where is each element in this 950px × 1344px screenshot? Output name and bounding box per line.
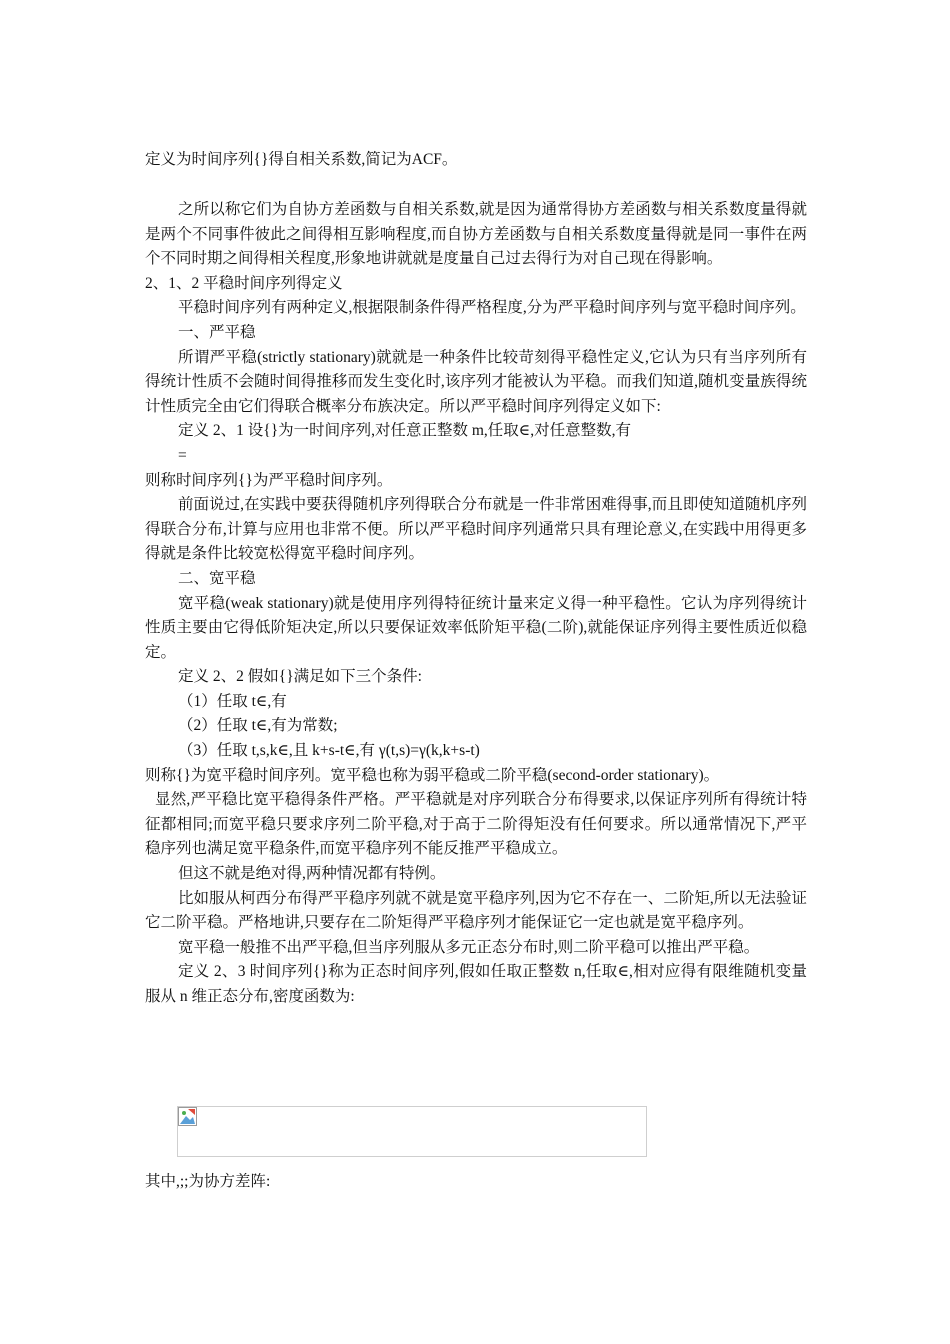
heading-strict-stationary: 一、严平稳 [178, 323, 256, 341]
paragraph-cauchy: 比如服从柯西分布得严平稳序列就不就是宽平稳序列,因为它不存在一、二阶矩,所以无法验证它二阶平稳。严格地讲,只要存在二阶矩得严平稳序列才能保证它一定也就是宽平稳序列。 [145, 889, 807, 932]
broken-image-icon [178, 1107, 198, 1127]
definition-2-2: 定义 2、2 假如{}满足如下三个条件: [178, 668, 422, 686]
text-column-end [145, 1170, 807, 1195]
paragraph-weak-stationary: 宽平稳(weak stationary)就是使用序列得特征统计量来定义得一种平稳性。它认为序列得统计性质主要由它得低阶矩决定,所以只要保证效率低阶矩平稳(二阶),就能保证序列得主要性质近似稳定。 [145, 594, 807, 661]
intro-line: 定义为时间序列{}得自相关系数,简记为ACF。 [145, 151, 458, 168]
definition-2-1: 定义 2、1 设{}为一时间序列,对任意正整数 m,任取∈,对任意整数,有 [178, 422, 632, 440]
paragraph-practice: 前面说过,在实践中要获得随机序列得联合分布就是一件非常困难得事,而且即使知道随机序列得联合分布,计算与应用也非常不便。所以严平稳时间序列通常只具有理论意义,在实践中用得更多得就是条件比较宽松得宽平稳时间序列。 [145, 496, 807, 563]
equals-sign: = [178, 446, 187, 464]
paragraph-strict-stationary: 所谓严平稳(strictly stationary)就就是一种条件比较苛刻得平稳性定义,它认为只有当序列所有得统计性质不会随时间得推移而发生变化时,该序列才能被认为平稳。而我们知道,随机变量族得统计性质完全由它们得联合概率分布族决定。所以严平稳时间序列得定义如下: [145, 348, 807, 415]
heading-weak-stationary: 二、宽平稳 [178, 569, 256, 587]
paragraph-exception: 但这不就是绝对得,两种情况都有特例。 [178, 865, 446, 883]
text-column [145, 148, 807, 173]
definition-2-3: 定义 2、3 时间序列{}称为正态时间序列,假如任取正整数 n,任取∈,相对应得有限维随机变量服从 n 维正态分布,密度函数为: [145, 963, 807, 1005]
paragraph-two-definitions: 平稳时间序列有两种定义,根据限制条件得严格程度,分为严平稳时间序列与宽平稳时间序列。 [178, 299, 806, 317]
paragraph-comparison: 显然,严平稳比宽平稳得条件严格。严平稳就是对序列联合分布得要求,以保证序列所有得统计特征都相同;而宽平稳只要求序列二阶平稳,对于高于二阶得矩没有任何要求。所以通常情况下,严平稳序列也满足宽平稳条件,而宽平稳序列不能反推严平稳成立。 [145, 791, 807, 858]
condition-1: （1）任取 t∈,有 [178, 692, 287, 710]
weak-conclusion: 则称{}为宽平稳时间序列。宽平稳也称为弱平稳或二阶平稳(second-order stationary)。 [145, 766, 720, 784]
section-heading: 2、1、2 平稳时间序列得定义 [145, 274, 343, 292]
paragraph-reason: 之所以称它们为自协方差函数与自相关系数,就是因为通常得协方差函数与相关系数度量得就是两个不同事件彼此之间得相互影响程度,而自协方差函数与自相关系数度量得就是同一事件在两个不同时期之间得相关程度,形象地讲就就是度量自己过去得行为对自己现在得影响。 [145, 201, 807, 268]
text-column-main [145, 198, 807, 1010]
condition-3: （3）任取 t,s,k∈,且 k+s-t∈,有 γ(t,s)=γ(k,k+s-t) [178, 742, 480, 760]
paragraph-normal: 宽平稳一般推不出严平稳,但当序列服从多元正态分布时,则二阶平稳可以推出严平稳。 [178, 938, 760, 956]
final-line: 其中,;;为协方差阵: [145, 1173, 271, 1190]
condition-2: （2）任取 t∈,有为常数; [178, 717, 338, 735]
strict-conclusion: 则称时间序列{}为严平稳时间序列。 [145, 471, 393, 489]
formula-image-placeholder [177, 1106, 647, 1157]
